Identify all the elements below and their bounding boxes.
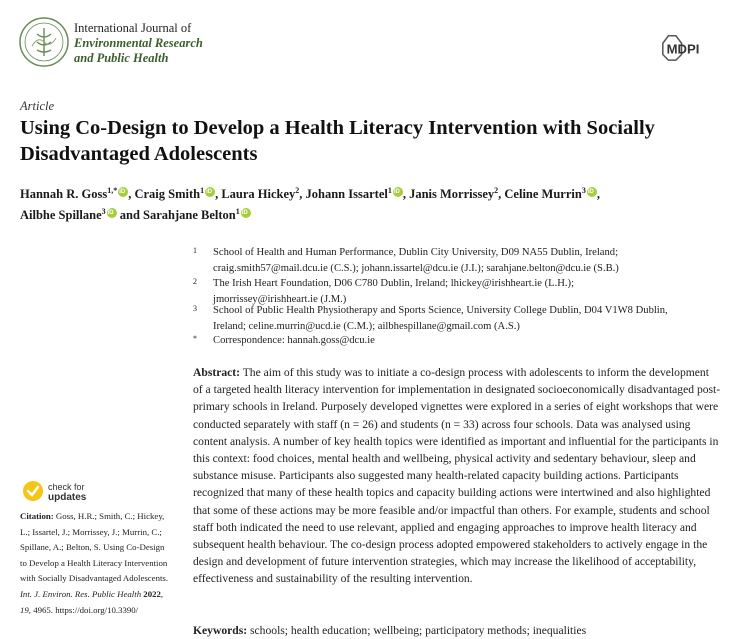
citation-label: Citation: <box>20 511 54 521</box>
author-name[interactable]: Sarahjane Belton <box>143 208 236 223</box>
journal-name <box>74 21 203 66</box>
correspondence-mark: * <box>193 334 197 343</box>
author-affiliation-mark: 3 <box>581 186 586 195</box>
author-affiliation-mark: 2 <box>295 186 300 195</box>
author-affiliation-mark: 2 <box>494 186 499 195</box>
authors-joiner: and <box>119 208 140 223</box>
author-name[interactable]: Johann Issartel <box>305 187 388 202</box>
orcid-icon[interactable] <box>393 187 403 197</box>
citation-year: 2022 <box>143 588 161 599</box>
keywords-label: Keywords: <box>193 624 248 637</box>
orcid-icon[interactable] <box>587 187 597 197</box>
affiliation-emails[interactable]: Ireland; celine.murrin@ucd.ie (C.M.); ailbhespillane@gmail.com (A.S.) <box>213 320 520 332</box>
article-type: Article <box>20 99 55 113</box>
citation-journal: Int. J. Environ. Res. Public Health <box>20 588 142 599</box>
keywords <box>193 622 721 639</box>
author-affiliation-mark: 1 <box>387 186 392 195</box>
author-affiliation-mark: 1 <box>200 186 205 195</box>
check-updates-icon <box>22 480 44 502</box>
affiliation-line: School of Health and Human Performance, Dublin City University, D09 NA55 Dublin, Ireland; <box>213 247 619 258</box>
citation-authors: Goss, H.R.; Smith, C.; Hickey, L.; Issartel, J.; Morrissey, J.; Murrin, C.; Spillane, A.; Belton, S. <box>20 511 165 553</box>
orcid-icon[interactable] <box>241 208 251 218</box>
author-affiliation-mark: 1,* <box>107 186 118 195</box>
citation-volume: 19 <box>20 604 29 615</box>
affiliation-text <box>213 303 713 334</box>
author-affiliation-mark: 3 <box>101 207 106 217</box>
affiliation-emails[interactable]: jmorrissey@irishheart.ie (J.M.) <box>213 293 347 305</box>
mdpi-logo <box>659 32 721 62</box>
affiliation-text <box>213 245 713 276</box>
journal-name-line3: and Public Health <box>74 51 169 65</box>
article-title: Using Co-Design to Develop a Health Literacy Intervention with Socially Disadvantaged Adolescents <box>20 117 655 165</box>
author-list: Hannah R. Goss$^{1,*}$iD , Craig Smith$^1$iD , Laura Hickey$^2$, Johann Issartel$^1$iD , Janis Morrissey$^2$, Celine Murrin$^3$iD , Ailbhe Spillane$^3$iD and Sarahjane Belton$^1$iD <box>20 182 720 224</box>
journal-logo-icon <box>18 16 70 68</box>
affiliation-emails[interactable]: craig.smith57@mail.dcu.ie (C.S.); johann.issartel@dcu.ie (J.I.); sarahjane.belton@dcu.ie (S.B.) <box>213 262 619 274</box>
citation-box: Citation: Goss, H.R.; Smith, C.; Hickey, L.; Issartel, J.; Morrissey, J.; Murrin, C.; Spillane, A.; Belton, S. Using Co-Design to Develop a Health Literacy Intervention with Socially Disadvantaged Adolescents. Int. J. Environ. Res. Public Health 2022, 19, 4965. https://doi.org/10.3390/ <box>20 511 169 615</box>
affiliation-line: The Irish Heart Foundation, D06 C780 Dublin, Ireland; lhickey@irishheart.ie (L.H.); <box>213 278 575 289</box>
check-updates-line1: check for <box>48 482 85 492</box>
abstract-text: The aim of this study was to initiate a co-design process with adolescents to inform the development of a targeted health literacy intervention for implementation in designated socioeconomically disadvantaged post-primary schools in Ireland. Purposely developed vignettes were explored in a series of eight workshops that were conducted separately with staff (n = 26) and students (n = 33) across four schools. Data was analysed using content analysis. A number of key health topics were identified as important and influential for the participants in this context: food choices, mental health and wellbeing, physical activity and sedentary behaviour, sleep and substance misuse. Participants also suggested many health-related capacity building actions. Participants recognized that many of these health topics and capacity building actions were intertwined and also highlighted that some of these actions may be more feasible and/or impactful than others. For example, students and school staff both indicated the need to use relevant, applied and engaging approaches to improve health literacy and subsequent health behaviour. The co-design process adopted empowered stakeholders to actively engage in the design and development of future intervention strategies, which may increase the likelihood of acceptability, effectiveness and sustainability of the resulting intervention. <box>193 366 721 586</box>
abstract-label: Abstract: <box>193 366 241 379</box>
author-name[interactable]: Hannah R. Goss <box>20 187 108 202</box>
journal-name-line1: International Journal of <box>74 21 192 35</box>
author-name[interactable]: Ailbhe Spillane <box>20 208 102 223</box>
author-name[interactable]: Celine Murrin <box>504 187 582 202</box>
check-for-updates-button[interactable] <box>22 480 122 506</box>
orcid-icon[interactable] <box>205 187 215 197</box>
affiliation-number: 3 <box>193 304 197 313</box>
orcid-icon[interactable] <box>118 187 128 197</box>
correspondence-text[interactable]: Correspondence: hannah.goss@dcu.ie <box>213 335 375 346</box>
author-name[interactable]: Laura Hickey <box>221 187 296 202</box>
affiliation-number: 1 <box>193 246 197 255</box>
orcid-icon[interactable] <box>107 208 117 218</box>
keywords-text: schools; health education; wellbeing; participatory methods; inequalities <box>250 624 587 637</box>
publisher-name: MDPI <box>666 41 700 57</box>
check-updates-line2: updates <box>48 492 87 503</box>
affiliation-line: School of Public Health Physiotherapy and Sports Science, University College Dublin, D04 V1W8 Dublin, <box>213 305 668 316</box>
abstract <box>193 364 721 588</box>
citation-doi-link[interactable]: https://doi.org/10.3390/ <box>55 604 139 615</box>
citation-page: 4965. <box>33 604 53 615</box>
journal-name-line2: Environmental Research <box>74 36 203 50</box>
citation-title: Using Co-Design to Develop a Health Literacy Intervention with Socially Disadvantaged Adolescents. <box>20 542 169 584</box>
author-affiliation-mark: 1 <box>235 207 240 217</box>
author-name[interactable]: Craig Smith <box>134 187 201 202</box>
affiliation-number: 2 <box>193 277 197 286</box>
author-name[interactable]: Janis Morrissey <box>409 187 495 202</box>
